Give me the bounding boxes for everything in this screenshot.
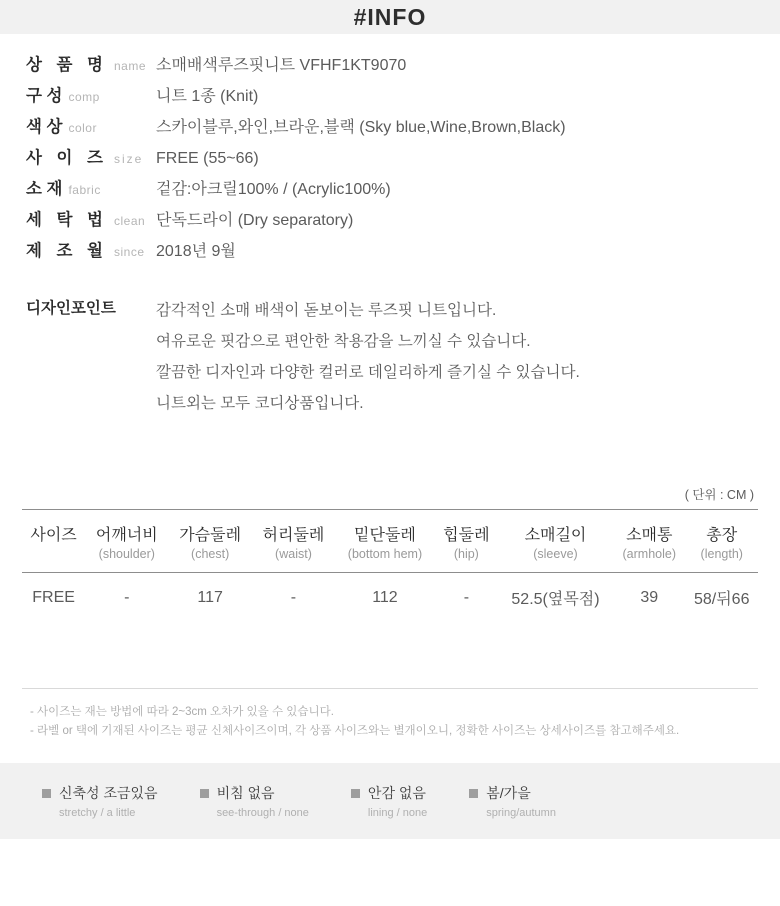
info-label — [26, 206, 156, 230]
design-point-line: 감각적인 소매 배색이 돋보이는 루즈핏 니트입니다. — [156, 302, 497, 319]
info-label-ko: 사 이 즈 — [26, 149, 108, 167]
size-table-subheader-cell: (armhole) — [622, 547, 676, 561]
size-table-header-cell: 가슴둘레 — [168, 510, 251, 547]
size-table-wrap — [0, 509, 780, 622]
size-table-header-row — [22, 510, 758, 547]
feature-label-ko: 봄/가을 — [486, 785, 531, 801]
info-label — [26, 51, 156, 75]
info-label — [26, 82, 156, 106]
size-notes — [0, 689, 780, 741]
design-point-line: 여유로운 핏감으로 편안한 착용감을 느끼실 수 있습니다. — [156, 333, 531, 350]
size-table-subheader-cell — [22, 546, 85, 573]
size-table-header-cell: 소매길이 — [498, 510, 613, 547]
size-table-cell: - — [435, 573, 498, 623]
info-label-ko: 소 재 — [26, 180, 63, 198]
design-point-line: 니트외는 모두 코디상품입니다. — [156, 395, 364, 412]
info-value: 겉감:아크릴100% / (Acrylic100%) — [156, 181, 391, 198]
info-row-comp — [26, 82, 754, 113]
bullet-square-icon — [469, 789, 478, 798]
feature-season — [469, 783, 556, 819]
bullet-square-icon — [42, 789, 51, 798]
feature-label-en: lining / none — [367, 807, 428, 819]
info-label-en: since — [114, 245, 145, 259]
info-value: 니트 1종 (Knit) — [156, 88, 259, 105]
size-table-subheader-cell: (shoulder) — [98, 547, 155, 561]
size-table-subheader-row — [22, 546, 758, 573]
design-point-label: 디자인포인트 — [26, 300, 116, 317]
size-table-cell: 117 — [168, 573, 251, 623]
feature-label-ko: 신축성 조금있음 — [59, 785, 158, 801]
info-label — [26, 237, 156, 261]
size-note-line: - 사이즈는 재는 방법에 따라 2~3cm 오차가 있을 수 있습니다. — [30, 706, 334, 718]
info-label — [26, 144, 156, 168]
size-table-subheader-cell: (hip) — [453, 547, 479, 561]
info-label-ko: 세 탁 법 — [26, 211, 108, 229]
info-row-color — [26, 113, 754, 144]
size-table-cell: - — [252, 573, 335, 623]
table-row — [22, 573, 758, 623]
info-row-name — [26, 51, 754, 82]
info-value: 단독드라이 (Dry separatory) — [156, 212, 354, 229]
feature-label-en: spring/autumn — [486, 807, 556, 819]
size-table-cell: 39 — [613, 573, 685, 623]
design-point-lines — [156, 295, 580, 419]
size-table-header-cell: 소매통 — [613, 510, 685, 547]
page-title: #INFO — [353, 3, 427, 30]
feature-lining — [351, 783, 427, 819]
info-label-ko: 제 조 월 — [26, 242, 108, 260]
size-table-subheader-cell: (bottom hem) — [347, 547, 423, 561]
size-table-cell: 58/뒤66 — [685, 573, 758, 623]
size-table-header-cell: 밑단둘레 — [335, 510, 435, 547]
product-info-list — [0, 34, 780, 268]
info-label — [26, 113, 156, 137]
size-table-subheader-cell: (sleeve) — [533, 547, 578, 561]
feature-bar — [0, 763, 780, 839]
feature-label-en: see-through / none — [216, 807, 309, 819]
info-row-size — [26, 144, 754, 175]
size-unit-note: ( 단위 : CM ) — [684, 488, 754, 502]
info-label-en: size — [114, 152, 144, 166]
info-header-bar — [0, 0, 780, 34]
size-table-cell: 112 — [335, 573, 435, 623]
info-label-ko: 상 품 명 — [26, 56, 108, 74]
feature-stretch — [42, 783, 158, 819]
size-table-header-cell: 힙둘레 — [435, 510, 498, 547]
size-table-cell: FREE — [22, 573, 85, 623]
size-table-subheader-cell: (waist) — [275, 547, 312, 561]
info-label-en: clean — [114, 214, 146, 228]
size-table-header-cell: 허리둘레 — [252, 510, 335, 547]
design-point-section — [0, 268, 780, 419]
info-label — [26, 175, 156, 199]
bottom-spacer — [0, 839, 780, 887]
info-label-ko: 구 성 — [26, 87, 63, 105]
size-table-header-cell: 총장 — [685, 510, 758, 547]
info-label-en: comp — [68, 90, 100, 104]
bullet-square-icon — [351, 789, 360, 798]
info-value: 소매배색루즈핏니트 VFHF1KT9070 — [156, 57, 407, 74]
feature-label-ko: 비침 없음 — [216, 785, 275, 801]
size-table-cell: 52.5(옆목점) — [498, 573, 613, 623]
info-row-since — [26, 237, 754, 268]
size-table — [22, 509, 758, 622]
info-label-en: fabric — [68, 183, 101, 197]
info-value: 2018년 9월 — [156, 243, 236, 260]
design-point-line: 깔끔한 디자인과 다양한 컬러로 데일리하게 즐기실 수 있습니다. — [156, 364, 580, 381]
feature-label-en: stretchy / a little — [59, 807, 136, 819]
size-table-subheader-cell: (chest) — [191, 547, 230, 561]
info-value: FREE (55~66) — [156, 150, 259, 167]
size-table-header-cell: 어깨너비 — [85, 510, 168, 547]
info-label-ko: 색 상 — [26, 118, 63, 136]
size-table-header-cell: 사이즈 — [22, 510, 85, 547]
info-label-en: color — [68, 121, 97, 135]
size-table-subheader-cell: (length) — [700, 547, 743, 561]
feature-see-through — [200, 783, 309, 819]
bullet-square-icon — [200, 789, 209, 798]
size-table-cell: - — [85, 573, 168, 623]
feature-label-ko: 안감 없음 — [367, 785, 426, 801]
info-value: 스카이블루,와인,브라운,블랙 (Sky blue,Wine,Brown,Black) — [156, 119, 566, 136]
size-note-line: - 라벨 or 택에 기재된 사이즈는 평균 신체사이즈이며, 각 상품 사이즈와는 별개이오니, 정확한 사이즈는 상세사이즈를 참고해주세요. — [30, 725, 680, 737]
info-row-clean — [26, 206, 754, 237]
info-row-fabric — [26, 175, 754, 206]
info-label-en: name — [114, 59, 147, 73]
